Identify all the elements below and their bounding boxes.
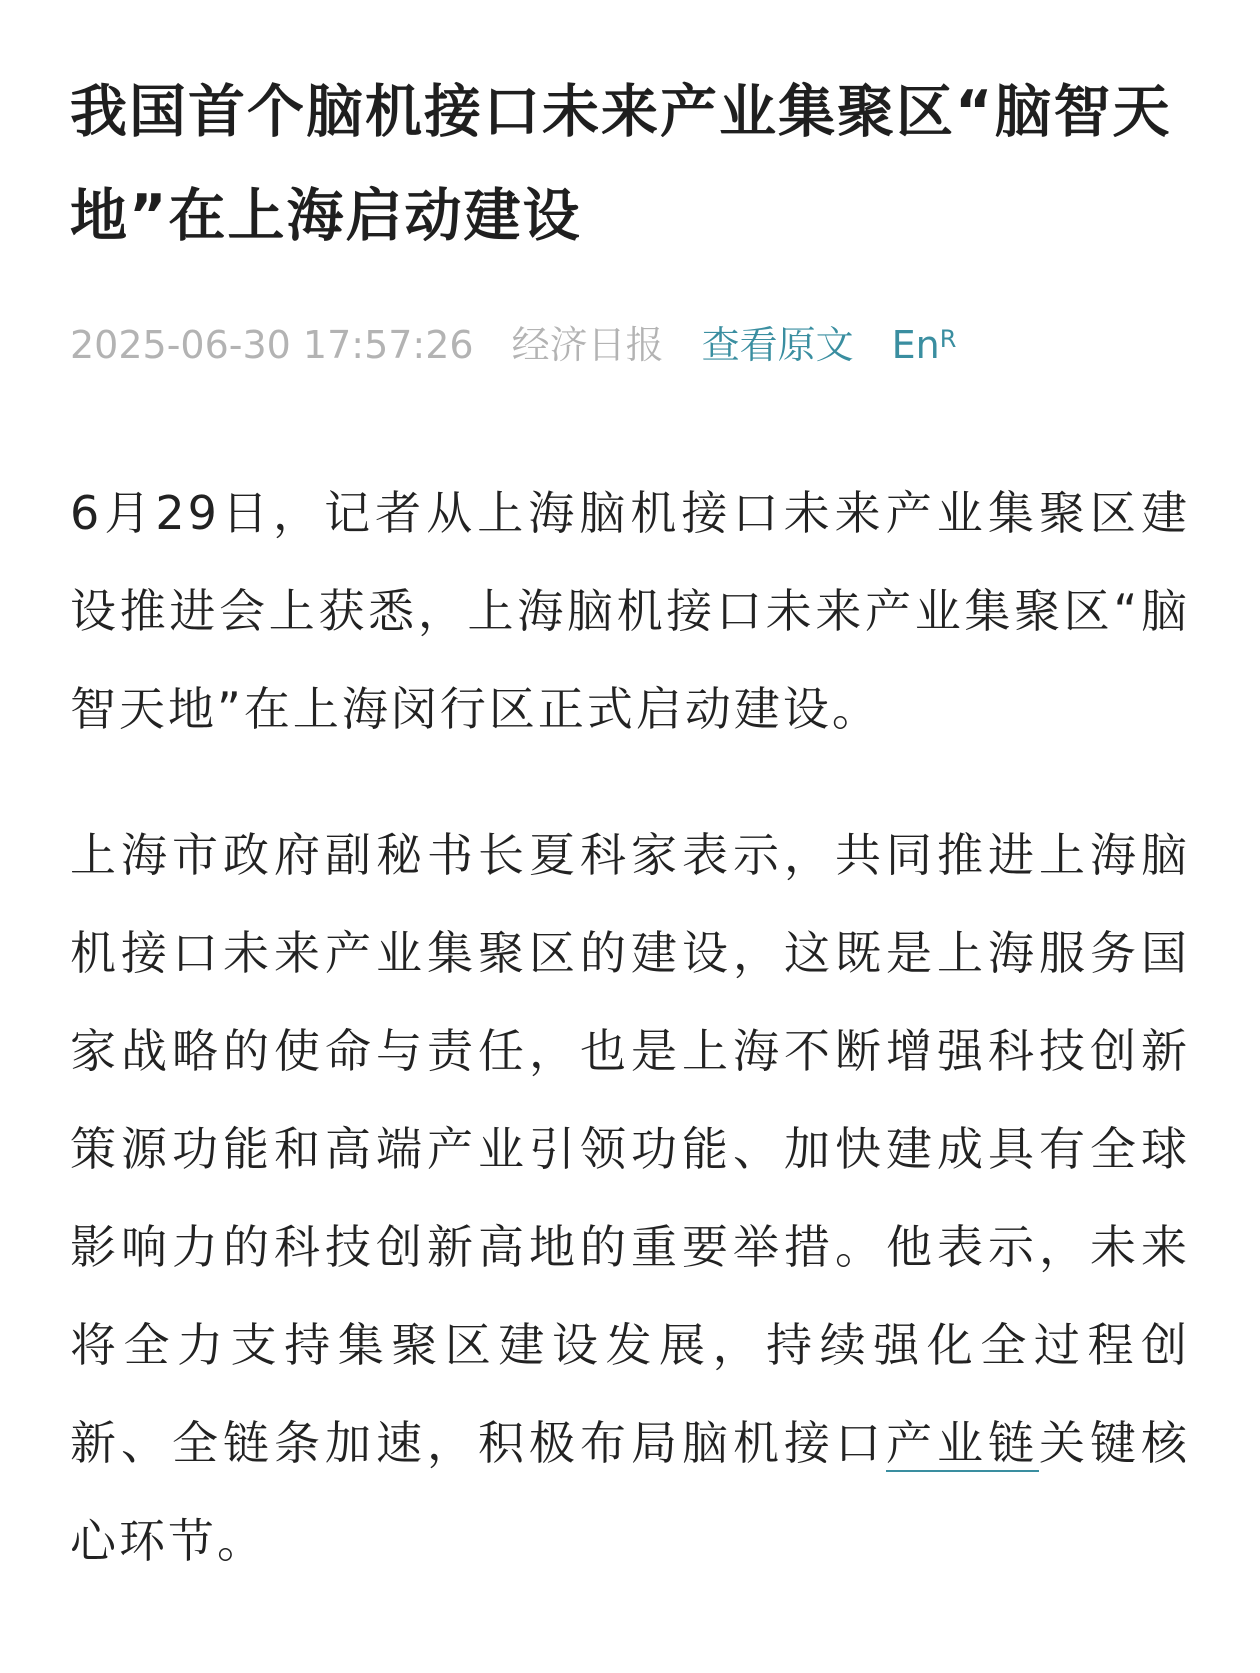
- article-body: [70, 464, 1190, 1590]
- article-meta: [70, 320, 1190, 370]
- publish-datetime: 2025-06-30 17:57:26: [70, 323, 474, 367]
- paragraph-2-text-end: 关键核心环节。: [70, 1416, 1190, 1568]
- keyword-link-industry-chain[interactable]: 产业链: [886, 1416, 1039, 1470]
- paragraph-1: 6月29日，记者从上海脑机接口未来产业集聚区建设推进会上获悉，上海脑机接口未来产业集聚区“脑智天地”在上海闵行区正式启动建设。: [70, 486, 1190, 736]
- paragraph-2: [70, 806, 1190, 1590]
- english-superscript: R: [939, 325, 957, 353]
- english-translation-button[interactable]: [892, 320, 957, 370]
- source-label: 经济日报: [511, 323, 664, 367]
- article-title: 我国首个脑机接口未来产业集聚区“脑智天地”在上海启动建设: [70, 79, 1172, 249]
- english-label: En: [891, 323, 940, 367]
- view-original-link[interactable]: 查看原文: [701, 323, 854, 367]
- paragraph-2-text-start: 上海市政府副秘书长夏科家表示，共同推进上海脑机接口未来产业集聚区的建设，这既是上海服务国家战略的使命与责任，也是上海不断增强科技创新策源功能和高端产业引领功能、加快建成具有全球影响力的科技创新高地的重要举措。他表示，未来将全力支持集聚区建设发展，持续强化全过程创新、全链条加速，积极布局脑机接口: [70, 828, 1190, 1470]
